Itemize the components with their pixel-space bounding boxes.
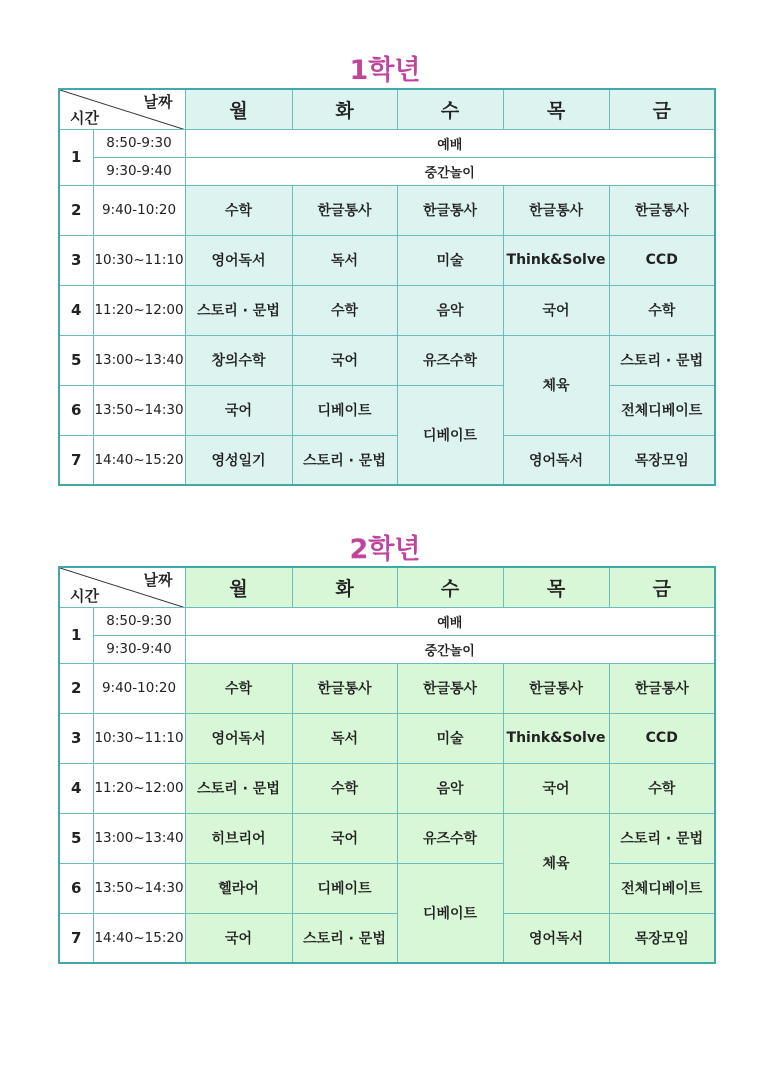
subject-cell: 수학 xyxy=(292,763,397,813)
time-cell: 13:00~13:40 xyxy=(93,335,185,385)
period-number: 6 xyxy=(59,385,93,435)
subject-cell: 국어 xyxy=(185,385,292,435)
table-row xyxy=(59,763,715,813)
schedule-title: 1학년 xyxy=(349,55,421,86)
subject-cell: 음악 xyxy=(397,763,503,813)
subject-cell: 한글통사 xyxy=(397,663,503,713)
subject-cell: Think&Solve xyxy=(503,235,609,285)
subject-cell: 스토리 · 문법 xyxy=(609,813,715,863)
table-row xyxy=(59,285,715,335)
day-header: 월 xyxy=(185,89,292,129)
period-number: 4 xyxy=(59,285,93,335)
time-cell: 10:30~11:10 xyxy=(93,713,185,763)
subject-cell: 수학 xyxy=(292,285,397,335)
subject-cell: 디베이트 xyxy=(397,863,503,963)
header-row xyxy=(59,89,715,129)
subject-cell: 수학 xyxy=(185,185,292,235)
table-row xyxy=(59,335,715,385)
day-header: 금 xyxy=(609,567,715,607)
subject-cell: CCD xyxy=(609,713,715,763)
period-number: 3 xyxy=(59,713,93,763)
subject-cell: 한글통사 xyxy=(292,185,397,235)
activity-cell: 중간놀이 xyxy=(185,635,715,663)
subject-cell: 스토리 · 문법 xyxy=(292,435,397,485)
subject-cell: 한글통사 xyxy=(503,185,609,235)
subject-cell: 한글통사 xyxy=(609,185,715,235)
subject-cell: 목장모임 xyxy=(609,435,715,485)
subject-cell: 헬라어 xyxy=(185,863,292,913)
subject-cell: 스토리 · 문법 xyxy=(185,763,292,813)
subject-cell: CCD xyxy=(609,235,715,285)
time-cell: 11:20~12:00 xyxy=(93,763,185,813)
period-number: 7 xyxy=(59,435,93,485)
subject-cell: 스토리 · 문법 xyxy=(609,335,715,385)
table-row xyxy=(59,913,715,963)
table-row xyxy=(59,157,715,185)
subject-cell: 음악 xyxy=(397,285,503,335)
time-cell: 13:50~14:30 xyxy=(93,385,185,435)
timetable-grade1 xyxy=(58,88,716,486)
period-number: 2 xyxy=(59,663,93,713)
time-cell: 11:20~12:00 xyxy=(93,285,185,335)
day-header: 금 xyxy=(609,89,715,129)
subject-cell: 히브리어 xyxy=(185,813,292,863)
subject-cell: 영어독서 xyxy=(503,435,609,485)
subject-cell: 수학 xyxy=(185,663,292,713)
subject-cell: 미술 xyxy=(397,713,503,763)
subject-cell: 전체디베이트 xyxy=(609,863,715,913)
day-header: 목 xyxy=(503,89,609,129)
subject-cell: 독서 xyxy=(292,235,397,285)
subject-cell: 영어독서 xyxy=(185,713,292,763)
time-label: 시간 xyxy=(70,108,99,127)
subject-cell: 한글통사 xyxy=(503,663,609,713)
time-cell: 14:40~15:20 xyxy=(93,435,185,485)
day-header: 화 xyxy=(292,567,397,607)
day-header: 월 xyxy=(185,567,292,607)
subject-cell: 한글통사 xyxy=(609,663,715,713)
time-cell: 9:40-10:20 xyxy=(93,185,185,235)
table-row xyxy=(59,185,715,235)
activity-cell: 예배 xyxy=(185,607,715,635)
table-row xyxy=(59,235,715,285)
subject-cell: 목장모임 xyxy=(609,913,715,963)
subject-cell: 체육 xyxy=(503,335,609,435)
subject-cell: 영성일기 xyxy=(185,435,292,485)
subject-cell: Think&Solve xyxy=(503,713,609,763)
day-header: 수 xyxy=(397,567,503,607)
table-row xyxy=(59,713,715,763)
subject-cell: 유즈수학 xyxy=(397,813,503,863)
subject-cell: 유즈수학 xyxy=(397,335,503,385)
period-number: 4 xyxy=(59,763,93,813)
subject-cell: 디베이트 xyxy=(292,863,397,913)
time-cell: 13:50~14:30 xyxy=(93,863,185,913)
table-row xyxy=(59,813,715,863)
subject-cell: 디베이트 xyxy=(397,385,503,485)
period-number: 5 xyxy=(59,335,93,385)
table-row xyxy=(59,635,715,663)
subject-cell: 국어 xyxy=(292,335,397,385)
time-cell: 13:00~13:40 xyxy=(93,813,185,863)
day-header: 화 xyxy=(292,89,397,129)
time-cell: 8:50-9:30 xyxy=(93,607,185,635)
time-cell: 8:50-9:30 xyxy=(93,129,185,157)
table-row xyxy=(59,607,715,635)
date-label: 날짜 xyxy=(143,93,173,111)
day-header: 목 xyxy=(503,567,609,607)
date-label: 날짜 xyxy=(143,571,173,589)
period-number: 6 xyxy=(59,863,93,913)
period-number: 1 xyxy=(59,129,93,185)
period-number: 7 xyxy=(59,913,93,963)
table-row xyxy=(59,129,715,157)
corner-header-cell xyxy=(59,567,185,607)
period-number: 5 xyxy=(59,813,93,863)
time-cell: 9:30-9:40 xyxy=(93,635,185,663)
time-label: 시간 xyxy=(70,586,99,605)
time-cell: 10:30~11:10 xyxy=(93,235,185,285)
subject-cell: 스토리 · 문법 xyxy=(185,285,292,335)
subject-cell: 미술 xyxy=(397,235,503,285)
period-number: 2 xyxy=(59,185,93,235)
subject-cell: 한글통사 xyxy=(397,185,503,235)
subject-cell: 국어 xyxy=(503,763,609,813)
subject-cell: 수학 xyxy=(609,763,715,813)
timetable-grade2 xyxy=(58,566,716,964)
table-row xyxy=(59,663,715,713)
subject-cell: 영어독서 xyxy=(503,913,609,963)
subject-cell: 국어 xyxy=(503,285,609,335)
activity-cell: 예배 xyxy=(185,129,715,157)
time-cell: 14:40~15:20 xyxy=(93,913,185,963)
header-row xyxy=(59,567,715,607)
subject-cell: 디베이트 xyxy=(292,385,397,435)
subject-cell: 독서 xyxy=(292,713,397,763)
subject-cell: 수학 xyxy=(609,285,715,335)
activity-cell: 중간놀이 xyxy=(185,157,715,185)
period-number: 1 xyxy=(59,607,93,663)
day-header: 수 xyxy=(397,89,503,129)
subject-cell: 국어 xyxy=(292,813,397,863)
subject-cell: 체육 xyxy=(503,813,609,913)
schedule-title: 2학년 xyxy=(349,534,421,565)
subject-cell: 스토리 · 문법 xyxy=(292,913,397,963)
subject-cell: 국어 xyxy=(185,913,292,963)
corner-header-cell xyxy=(59,89,185,129)
time-cell: 9:40-10:20 xyxy=(93,663,185,713)
table-row xyxy=(59,435,715,485)
subject-cell: 창의수학 xyxy=(185,335,292,385)
subject-cell: 영어독서 xyxy=(185,235,292,285)
time-cell: 9:30-9:40 xyxy=(93,157,185,185)
subject-cell: 전체디베이트 xyxy=(609,385,715,435)
table-row xyxy=(59,863,715,913)
table-row xyxy=(59,385,715,435)
subject-cell: 한글통사 xyxy=(292,663,397,713)
period-number: 3 xyxy=(59,235,93,285)
